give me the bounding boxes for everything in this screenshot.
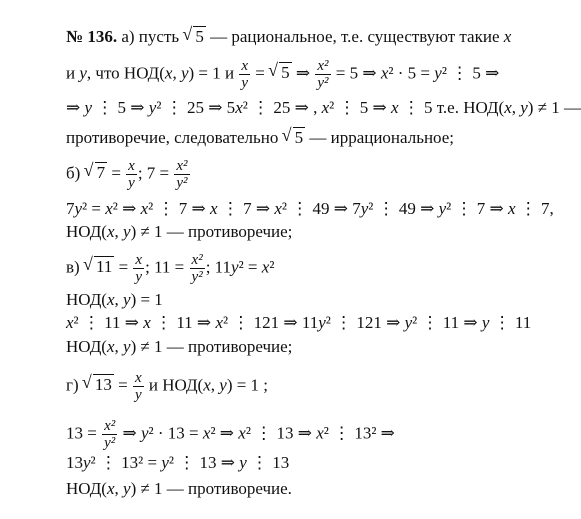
part-d-line-2: 13 = $\frac{\text{x²}}{\text{y²}}$ ⇒ y² · 13 = x² ⇒ x² ⋮ 13 ⇒ x² ⋮ 13² ⇒	[66, 418, 395, 451]
part-c-line-3: x² ⋮ 11 ⇒ x ⋮ 11 ⇒ x² ⋮ 121 ⇒ 11y² ⋮ 121 ⇒ y² ⋮ 11 ⇒ y ⋮ 11	[66, 313, 532, 332]
part-c-line-4: НОД(x, y) ≠ 1 — противоречие;	[66, 337, 293, 356]
problem-number: № 136.	[66, 27, 118, 46]
part-c-line-2: НОД(x, y) = 1	[66, 290, 163, 309]
part-d-line-1: г) √ 13 = $\frac{x}{y}$ и НОД(x, y) = 1 ;	[66, 370, 268, 403]
part-c-line-1: в) √ 11 = $\frac{x}{y}$ ; 11 = $\frac{\text{x²}}{\text{y²}}$ ; 11y² = x²	[66, 252, 274, 285]
part-d-line-3: 13y² ⋮ 13² = y² ⋮ 13 ⇒ y ⋮ 13	[66, 453, 290, 472]
part-d-line-4: НОД(x, y) ≠ 1 — противоречие.	[66, 479, 292, 498]
part-a-line-2: и y, что НОД(x, y) = 1 и $\frac{x}{y}$ = √ 5 ⇒ $\frac{\text{x²}}{\text{y²}}$ = 5 ⇒ x² · 5 = y² ⋮ 5 ⇒	[66, 58, 499, 91]
part-b-line-1: б) √ 7 = $\frac{x}{y}$ ; 7 = $\frac{\text{x²}}{\text{y²}}$	[66, 158, 191, 191]
part-a-text-1: а) пусть √ 5 — рациональное, т.е. существуют такие x	[121, 27, 511, 46]
part-b-line-3: НОД(x, y) ≠ 1 — противоречие;	[66, 222, 293, 241]
part-a-line-4: противоречие, следовательно √ 5 — иррациональное;	[66, 127, 454, 148]
part-a-line-3: ⇒ y ⋮ 5 ⇒ y² ⋮ 25 ⇒ 5x² ⋮ 25 ⇒ , x² ⋮ 5 ⇒ x ⋮ 5 т.е. НОД(x, y) ≠ 1 —	[66, 98, 581, 117]
part-a-line-1	[66, 26, 511, 47]
part-b-line-2: 7y² = x² ⇒ x² ⋮ 7 ⇒ x ⋮ 7 ⇒ x² ⋮ 49 ⇒ 7y² ⋮ 49 ⇒ y² ⋮ 7 ⇒ x ⋮ 7,	[66, 199, 554, 218]
